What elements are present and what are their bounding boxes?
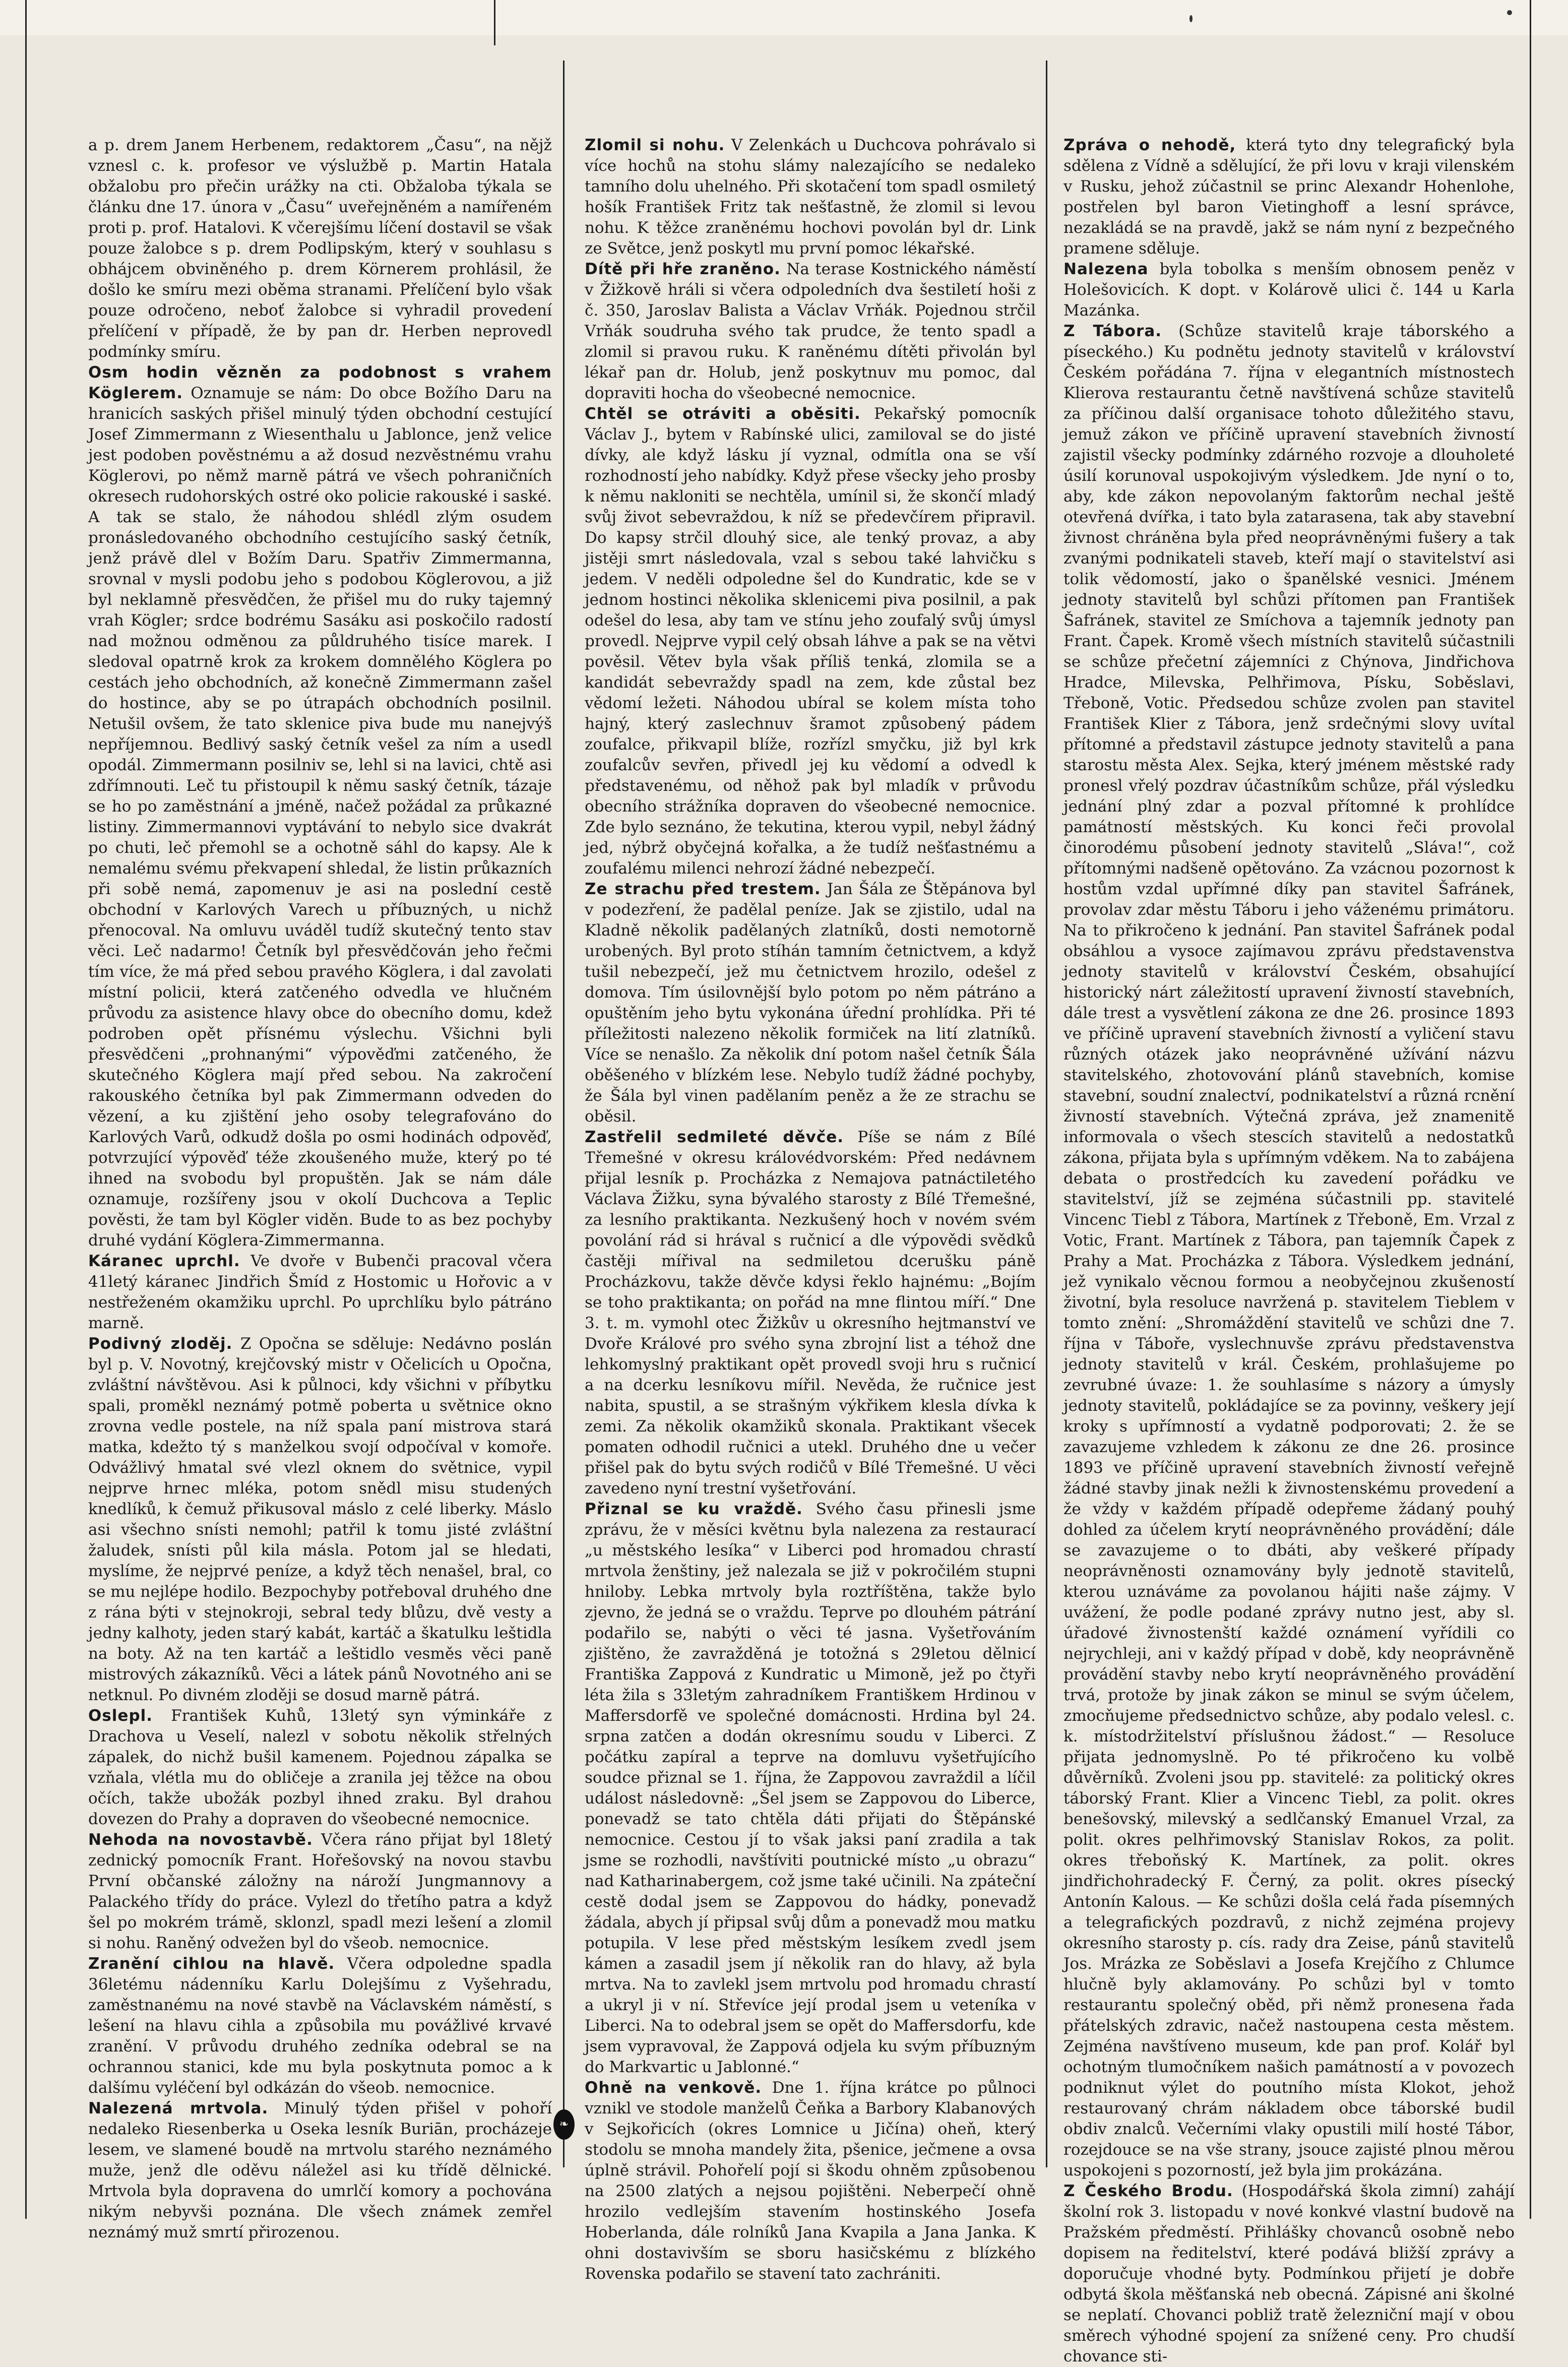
news-headline: Z Tábora. xyxy=(1063,322,1162,340)
left-edge-rule xyxy=(25,0,27,2219)
news-headline: Zlomil si nohu. xyxy=(585,136,725,154)
news-paragraph xyxy=(88,1334,552,1706)
news-body-text: která tyto dny telegrafický byla sdělena z Vídně a sdělující, že při lovu v kraji vilenském v Rusku, jehož zúčastnil se princ Alexandr Hohenlohe, postřelen byl baron Vietinghoff a lesní správce, nezakládá se na pravdě, jakž se nám nyní z bezpečného pramene sděluje. xyxy=(1063,136,1515,258)
news-headline: Z Českého Brodu. xyxy=(1063,2182,1233,2200)
news-paragraph xyxy=(88,135,552,362)
news-headline: Osm hodin vězněn za podobnost s vrahem Köglerem. xyxy=(88,363,552,402)
news-paragraph xyxy=(88,1830,552,1954)
news-body-text: (Schůze stavitelů kraje táborského a píseckého.) Ku podnětu jednoty stavitelů v království Českém pořádána 7. října v elegantních místnostech Klierova restaurantu četně navštívená schůze stavitelů za příčinou další organisace tohoto důležitého stavu, jemuž zákon ve příčině upravení stavebních živností zajistil všecky podmínky zdárného rozvoje a dlouholeté úsilí korunoval uspokojivým výsledkem. Jde nyní o to, aby, kde zákon nepovolaným faktorům nechal ještě otevřená dvířka, i tato byla zatarasena, tak aby stavební živnost chráněna byla před neoprávněnými fušery a tak zvanými podnikateli staveb, kteří mají o stavitelství asi tolik vědomostí, jako o španělské vesnici. Jménem jednoty stavitelů byl schůzi přítomen pan František Šafránek, stavitel ze Smíchova a tajemník jednoty pan Frant. Čapek. Kromě všech místních stavitelů súčastnili se schůze přečetní zájemníci z Chýnova, Jindřichova Hradce, Milevska, Pelhřimova, Písku, Soběslavi, Třeboně, Votic. Předsedou schůze zvolen pan stavitel František Klier z Tábora, jenž srdečnými slovy uvítal přítomné a představil zástupce jednoty stavitelů a pana starostu města Alex. Sejka, který jménem městské rady pronesl vřelý pozdrav účastníkům schůze, přál výsledku jednání plný zdar a pozval přítomné k prohlídce památností městských. Ku konci řeči provolal činorodému působení jednoty stavitelů „Sláva!“, což přítomnými nadšeně opětováno. Za vzácnou pozornost k hostům vzdal upřímné díky pan stavitel Šafránek, provolav zdar městu Táboru i jeho váženému primátoru. Na to přikročeno k jednání. Pan stavitel Šafránek podal obsáhlou a vysoce zajímavou zprávu představenstva jednoty stavitelů v království Českém, obsahující historický nárt záležitostí upravení živností stavebních, dále trest a vysvětlení zákona ze dne 26. prosince 1893 ve příčině upravení stavebních živností a vyličení stavu různých otázek jako neoprávněné užívání názvu stavitelského, zhotovování plánů stavebních, komise stavební, soudní znalectví, podnikatelství a různá rcnění živností stavebních. Výtečná zpráva, jež znamenitě informovala o všech stescích stavitelů a nedostatků zákona, přijata byla s upřímným vděkem. Na to zabájena debata o prostředcích ku zavedení pořádku ve stavitelství, jíž se zejména súčastnili pp. stavitelé Vincenc Tiebl z Tábora, Martínek z Třeboně, Em. Vrzal z Votic, Frant. Martínek z Tábora, pan tajemník Čapek z Prahy a Mat. Procházka z Tábora. Výsledkem jednání, jež vynikalo věcnou formou a neobyčejnou zkušeností životní, byla resoluce navržená p. stavitelem Tieblem v tomto znění: „Shromáždění stavitelů ve schůzi dne 7. října v Táboře, vyslechnuvše zprávu představenstva jednoty stavitelů v král. Českém, prohlašujeme po zevrubné úvaze: 1. že souhlasíme s názory a úmysly jednoty stavitelů, pokládajíce se za povinny, veškery její kroky s upřímností a vydatně podporovati; 2. že se zavazujeme vzhledem k zákonu ze dne 26. prosince 1893 ve příčině upravení stavebních živností veřejně žádné stavby jinak nežli k živnostenskému provedení a že vždy v každém případě odepřeme žádaný pouhý dohled za účelem krytí neoprávněného provádění; dále se zavazujeme o to dbáti, aby veškeré případy neoprávněnosti oznamovány byly jednotě stavitelů, kterou uznáváme za povolanou hájiti naše zájmy. V uvážení, že podle podané zprávy nutno jest, aby sl. úřadové živnostenští každé oznámení vyřídili co nejrychleji, ani v každý případ v době, kdy neoprávněně provádění stavby nebo krytí neoprávněného provádění trvá, protože by jinak zákon se minul se svým účelem, zmocňujeme předsednictvo schůze, aby podalo velesl. c. k. místodržitelství příslušnou žádost.“ — Resoluce přijata jednomyslně. Po té přikročeno ku volbě důvěrníků. Zvoleni jsou pp. stavitelé: za politický okres táborský Frant. Klier a Vincenc Tiebl, za polit. okres benešovský, milevský a sedlčanský Emanuel Vrzal, za polit. okres pelhřimovský Stanislav Rokos, za polit. okres třeboňský K. Martínek, za polit. okres jindřichohradecký F. Černý, za polit. okres písecký Antonín Kalous. — Ke schůzi došla celá řada písemných a telegrafických pozdravů, z nichž zejména projevy okresního starosty p. cís. rady dra Zeise, pánů stavitelů Jos. Mrázka ze Soběslavi a Josefa Krejčího z Chlumce hlučně byly aklamovány. Po schůzi byl v tomto restaurantu společný oběd, při němž pronesena řada přátelských zdravic, načež nastoupena cesta městem. Zejména navštíveno museum, kde pan prof. Kolář byl ochotným tlumočníkem našich památností a v povozech podniknut výlet do poutního místa Klokot, jehož restaurovaný chrám nákladem obce táborské budil obdiv znalců. Večerními vlaky opustili milí hosté Tábor, rozejdouce se na vše strany, jsouce zajisté plnou měrou uspokojeni s pozorností, jež byla jim prokázána. xyxy=(1063,322,1515,2179)
news-paragraph xyxy=(1063,2181,1515,2367)
news-body-text: (Hospodářská škola zimní) zahájí školní rok 3. listopadu v nové konkvé vlastní budově na Pražském předměstí. Přihlášky chovanců osobně nebo dopisem na ředitelství, které podává bližší zprávy a doporučuje vhodné byty. Podmínkou přijetí je dobře odbytá škola měšťanská neb obecná. Zápisné ani školné se neplatí. Chovanci pobliž tratě železniční mají v obou směrech výhodné spojení za snížené ceny. Pro chudší chovance sti- xyxy=(1063,2182,1515,2365)
news-paragraph xyxy=(585,1499,1036,2078)
news-body-text: Ve dvoře v Bubenči pracoval včera 41letý káranec Jindřich Šmíd z Hostomic u Hořovic a v nestřeženém okamžiku uprchl. Po uprchlíku bylo pátráno marně. xyxy=(88,1252,552,1332)
news-paragraph xyxy=(88,1706,552,1830)
column-divider-1 xyxy=(563,60,565,2167)
news-headline: Ohně na venkově. xyxy=(585,2079,762,2097)
news-headline: Nalezena xyxy=(1063,260,1149,278)
news-paragraph xyxy=(585,135,1036,259)
news-headline: Chtěl se otráviti a oběsiti. xyxy=(585,405,861,423)
news-body-text: Jan Šála ze Štěpánova byl v podezření, že padělal peníze. Jak se zjistilo, udal na Kladně několik padělaných zlatníků, dosti nemotorně urobených. Byl proto stíhán tamním četnictvem, a když tušil nebezpečí, jež mu četnictvem hrozilo, odešel z domova. Tím úsilovnější bylo potom po něm pátráno a opuštěním jeho bytu vykonána úřední prohlídka. Při té příležitosti nalezeno několik formiček na lití zlatníků. Více se nenašlo. Za několik dní potom našel četník Šála oběšeného v blízkém lese. Nebylo tudíž žádné pochyby, že Šála byl vinen padělaním peněz a že ze strachu se oběsil. xyxy=(585,880,1036,1126)
news-paragraph xyxy=(88,1954,552,2098)
page-top-margin xyxy=(0,0,1568,35)
news-column-2 xyxy=(585,135,1036,2283)
news-column-3 xyxy=(1063,135,1515,2365)
news-headline: Nalezená mrtvola. xyxy=(88,2099,269,2117)
news-paragraph xyxy=(585,879,1036,1127)
right-edge-rule xyxy=(1530,0,1531,2219)
page-ornament-icon: ❧ xyxy=(553,2109,575,2140)
news-headline: Ze strachu před trestem. xyxy=(585,880,821,898)
news-body-text: Oznamuje se nám: Do obce Božího Daru na hranicích saských přišel minulý týden obchodní cestující Josef Zimmermann z Wiesenthalu u Jablonce, jenž velice jest podoben pověstnému a až dosud nezvěstnému vrahu Köglerovi, po němž marně pátrá ve všech pohraničních okresech rudohorských ostré oko policie rakouské i saské. A tak se stalo, že náhodou shlédl zlým osudem pronásledovaného obchodního cestujícího saský četník, jenž právě dlel v Božím Daru. Spatřiv Zimmermanna, srovnal v mysli podobu jeho s podobou Köglerovou, a již byl neklamně přesvědčen, že přišel mu do ruky tajemný vrah Kögler; srdce bodrému Sasáku asi poskočilo radostí nad možnou odměnou za půldruhého tisíce marek. I sledoval opatrně krok za krokem domnělého Köglera po cestách jeho obchodních, až konečně Zimmermann zašel do hostince, aby se po útrapách obchodních posilnil. Netušil ovšem, že tato sklenice piva bude mu nanejvýš nepříjemnou. Bedlivý saský četník vešel za ním a usedl opodál. Zimmermann posilniv se, lehl si na lavici, chtě asi zdřímnouti. Leč tu přistoupil k němu saský četník, tázaje se ho po zaměstnání a jméně, načež požádal za průkazné listiny. Zimmermannovi vyptávání to nebylo sice dvakrát po chuti, leč přemohl se a ochotně sáhl do kapsy. Ale k nemalému svému překvapení shledal, že listin průkazních při sobě nemá, zapomenuv je asi na poslední cestě obchodní v Karlových Varech u příbuzných, u nichž přenocoval. Na omluvu uváděl tudíž skutečný tento stav věci. Leč nadarmo! Četník byl přesvědčován jeho řečmi tím více, že má před sebou pravého Köglera, i dal zavolati místní policii, která zatčeného odvedla ve hlučném průvodu za asistence hlavy obce do obecního domu, kdež podroben opět přísnému výslechu. Všichni byli přesvědčeni „prohnanými“ výpověďmi zatčeného, že skutečného Köglera mají před sebou. Na zakročení rakouského četníka byl pak Zimmermann odveden do vězení, a ku zjištění jeho osoby telegrafováno do Karlových Varů, odkudž došla po osmi hodinách odpověď, potvrzující výpověď téže zkoušeného muže, který po té ihned na svobodu byl propuštěn. Jak se nám dále oznamuje, rozšířeny jsou v okolí Duchcova a Teplic pověsti, že tam byl Kögler viděn. Bude to as bez pochyby druhé vydání Köglera-Zimmermanna. xyxy=(88,384,552,1250)
news-body-text: Minulý týden přišel v pohoří nedaleko Riesenberka u Oseka lesník Buriān, procházeje lesem, ve slamené boudě na mrtvolu starého neznámého muže, jenž dle oděvu náležel asi ku třídě dělnické. Mrtvola byla dopravena do umrlčí komory a pochována nikým nebyvši poznána. Dle všech známek zemřel neznámý muž smrtí přirozenou. xyxy=(88,2099,552,2241)
news-body-text: byla tobolka s menším obnosem peněz v Holešovicích. K dopt. v Kolárově ulici č. 144 u Karla Mazánka. xyxy=(1063,260,1515,320)
news-body-text: Včera ráno přijat byl 18letý zednický pomocník Frant. Hořešovský na novou stavbu První občanské záložny na nároží Jungmannovy a Palackého třídy do práce. Vylezl do třetího patra a když šel po mokrém trámě, sklonzl, spadl mezi lešení a zlomil si nohu. Raněný odvežen byl do všeob. nemocnice. xyxy=(88,1831,552,1952)
news-body-text: V Zelenkách u Duchcova pohrávalo si více hochů na stohu slámy nalezajícího se nedaleko tamního dolu uhelného. Při skotačení tom spadl osmiletý hošík František Fritz tak nešťastně, že zlomil si levou nohu. K těžce zraněnému hochovi povolán byl dr. Link ze Světce, jenž poskytl mu první pomoc lékařské. xyxy=(585,136,1036,258)
news-headline: Přiznal se ku vraždě. xyxy=(585,1500,803,1518)
news-paragraph xyxy=(1063,321,1515,2181)
news-body-text: Dne 1. října krátce po půlnoci vznikl ve stodole manželů Čeňka a Barbory Klabanových v Sejkořicích (okres Lomnice u Jičína) oheň, který stodolu se mnoha mandely žita, pšenice, ječmene a ovsa úplně strávil. Pohořelí pojí si škodu ohněm způsobenou na 2500 zlatých a nejsou pojištěni. Neberpečí ohně hrozilo vedlejším stavením hostinského Josefa Hoberlanda, dále rolníků Jana Kvapila a Jana Janka. K ohni dostavivším se sboru hasičskému z blízkého Rovenska podařilo se stavení tato zachrániti. xyxy=(585,2079,1036,2283)
news-body-text: Píše se nám z Bílé Třemešné v okresu královédvorském: Před nedávnem přijal lesník p. Procházka z Nemajova patnáctiletého Václava Žižku, syna bývalého starosty z Bílé Třemešné, za lesního praktikanta. Nezkušený hoch v novém svém povolání rád si hrával s ručnicí a dle výpovědi svědků častěji mířival na sedmiletou dcerušku páně Procházkovu, takže děvče kdysi řeklo hajnému: „Bojím se toho praktikanta; on pořád na mne flintou míří.“ Dne 3. t. m. vymohl otec Žižkův u okresního hejtmanství ve Dvoře Králové pro svého syna zbrojní list a téhož dne lehkomyslný praktikant opět provedl svoji hru s ručnicí a na dcerku lesníkovu mířil. Nevěda, že ručnice jest nabita, spustil, a se strašným výkřikem klesla dívka k zemi. Za několik okamžiků skonala. Praktikant všecek pomaten odhodil ručnici a utekl. Druhého dne u večer přišel pak do bytu svých rodičů v Bílé Třemešné. U věci zavedeno nyní trestní vyšetřování. xyxy=(585,1128,1036,1498)
news-paragraph xyxy=(585,259,1036,404)
news-paragraph xyxy=(585,1127,1036,1499)
news-body-text: a p. drem Janem Herbenem, redaktorem „Času“, na nějž vznesl c. k. profesor ve výslužbě p. Martin Hatala obžalobu pro přečin urážky na cti. Obžaloba týkala se článku dne 17. února v „Času“ uveřejněném a namířeném proti p. prof. Hatalovi. K včerejšímu líčení dostavil se však pouze žalobce s p. drem Podlipským, který v souhlasu s obhájcem obviněného p. drem Körnerem prohlásil, že došlo ke smíru mezi oběma stranami. Přelíčení bylo však pouze odročeno, neboť žalobce si vyhradil provedení přelíčení v případě, že by pan dr. Herben neprovedl podmínky smíru. xyxy=(88,136,552,361)
news-paragraph xyxy=(88,362,552,1251)
news-headline: Zpráva o nehodě, xyxy=(1063,136,1236,154)
news-paragraph xyxy=(585,404,1036,879)
news-headline: Podivný zloděj. xyxy=(88,1335,233,1353)
news-body-text: František Kuhů, 13letý syn výminkáře z Drachova u Veselí, nalezl v sobotu několik střelných zápalek, do nichž bušil kamenem. Pojednou zápalka se vzňala, vlétla mu do obličeje a zranila jej těžce na obou očích, takže ubožák pozbyl ihned zraku. Byl drahou dovezen do Prahy a dopraven do všeobecné nemocnice. xyxy=(88,1707,552,1828)
news-body-text: Z Opočna se sděluje: Nedávno poslán byl p. V. Novotný, krejčovský mistr v Očelicích u Opočna, zvláštní návštěvou. Asi k půlnoci, kdy všichni v příbytku spali, proměkl neznámý potmě poberta u světnice okno zrovna vedle postele, na níž spala paní mistrova stará matka, kdežto tý s manželkou svojí odpočíval v komoře. Odvážlivý hmatal své vlezl oknem do světnice, vypil nejprve hrnec mléka, potom snědl misu studených knedlíků, k čemuž přikusoval máslo z celé liberky. Máslo asi všechno snísti nemohl; patřil k tomu jisté zvláštní žaludek, snísti půl kila másla. Potom jal se hledati, myslíme, že nejprvé peníze, a když těch nenašel, bral, co se mu nejlépe hodilo. Bezpochyby potřeboval druhého dne z rána býti v stejnokroji, sebral tedy blůzu, dvě vesty a jedny kalhoty, jeden starý kabát, kartáč a škatulku leštidla na boty. Až na ten kartáč a leštidlo vesměs věci paně mistrových zákazníků. Věci a látek pánů Novotného ani se netknul. Po divném zloději se dosud marně pátrá. xyxy=(88,1335,552,1704)
news-paragraph xyxy=(1063,135,1515,259)
news-headline: Zastřelil sedmileté děvče. xyxy=(585,1128,844,1146)
news-paragraph xyxy=(1063,259,1515,321)
news-paragraph xyxy=(585,2078,1036,2284)
news-body-text: Pekařský pomocník Václav J., bytem v Rabínské ulici, zamiloval se do jisté dívky, ale když lásku jí vyznal, odmítla ona se vší rozhodností jeho nabídky. Když přese všecky jeho prosby k němu nakloniti se nechtěla, umínil si, že skončí mladý svůj život sebevraždou, k níž se předevčírem připravil. Do kapsy strčil dlouhý sice, ale tenký provaz, a aby jistěji smrt následovala, vzal s sebou také lahvičku s jedem. V neděli odpoledne šel do Kundratic, kde se v jednom hostinci několika sklenicemi piva posilnil, a pak odešel do lesa, aby tam ve stínu jeho zoufalý svůj úmysl provedl. Nejprve vypil celý obsah láhve a pak se na větvi pověsil. Větev byla však příliš tenká, zlomila se a kandidát sebevraždy spadl na zem, kde zůstal bez vědomí ležeti. Náhodou ubíral se kolem místa toho hajný, který zaslechnuv šramot způsobený pádem zoufalce, přikvapil blíže, rozřízl smyčku, již byl krk zoufalcův sevřen, přivedl jej ku vědomí a odvedl k představenému, od něhož pak byl mladík v průvodu obecního strážníka dopraven do všeobecné nemocnice. Zde bylo seznáno, že tekutina, kterou vypil, nebyl žádný jed, nýbrž obyčejná kořalka, a že tudíž nešťastnému a zoufalému milenci nehrozí žádné nebezpečí. xyxy=(585,405,1036,878)
news-headline: Oslepl. xyxy=(88,1707,153,1725)
news-headline: Nehoda na novostavbě. xyxy=(88,1831,313,1849)
news-paragraph xyxy=(88,1251,552,1334)
news-headline: Káranec uprchl. xyxy=(88,1252,240,1270)
news-body-text: Včera odpoledne spadla 36letému nádenníku Karlu Dolejšímu z Vyšehradu, zaměstnanému na nové stavbě na Václavském náměstí, s lešení na hlavu cihla a způsobila mu povážlivé krvavé zranění. V průvodu druhého zedníka odebral se na ochrannou stanici, kde mu byla poskytnuta pomoc a k dalšímu vyléčení byl odkázán do všeob. nemocnice. xyxy=(88,1955,552,2097)
column-divider-2 xyxy=(1046,60,1047,2167)
news-column-1 xyxy=(88,135,552,2241)
news-body-text: Svého času přinesli jsme zprávu, že v měsíci květnu byla nalezena za restaurací „u městského lesíka“ v Liberci pod hromadou chrastí mrtvola ženštiny, jež nalezala se již v pokročilém stupni hniloby. Lebka mrtvoly byla roztříštěna, takže bylo zjevno, že jedná se o vraždu. Teprve po dlouhém pátrání podařilo se, nabýti o věci té jasna. Vyšetřováním zjištěno, že zavražděná je totožná s 29letou dělnicí Františka Zappová z Kundratic u Mimoně, jež po čtyři léta žila s 33letým zahradníkem Františkem Hrdinou v Maffersdorfě ve společné domácnosti. Hrdina byl 24. srpna zatčen a dodán okresnímu soudu v Liberci. Z počátku zapíral a teprve na domluvu vyšetřujícího soudce přiznal se 1. října, že Zappovou zavraždil a líčil událost následovně: „Šel jsem se Zappovou do Liberce, ponevadž se tato chtěla dáti přijati do Štěpánské nemocnice. Cestou jí to však jaksi paní zradila a tak jsme se rozhodli, navštíviti poutnické místo „u obrazu“ nad Katharinabergem, což jsme také učinili. Na zpáteční cestě dodal jsem se Zappovou do hádky, ponevadž žádala, abych jí připsal svůj dům a ponevadž mou matku potupila. V lese před městským lesíkem zvedl jsem kámen a zasadil jsem jí několik ran do hlavy, až byla mrtva. Na to zavlekl jsem mrtvolu pod hromadu chrastí a ukryl ji v ní. Střevíce její prodal jsem u veteníka v Liberci. Na to odebral jsem se opět do Maffersdorfu, kde jsem vypravoval, že Zappová odjela ku svým příbuzným do Markvartic u Jablonné.“ xyxy=(585,1500,1036,2076)
fold-mark xyxy=(494,0,495,45)
print-speck xyxy=(1189,15,1193,22)
print-speck xyxy=(1507,10,1512,15)
news-body-text: Na terase Kostnického náměstí v Žižkově hráli si včera odpoledních dva šestiletí hoši z č. 350, Jaroslav Balista a Václav Vrňák. Pojednou strčil Vrňák soudruha svého tak prudce, že tento spadl a zlomil si pravou ruku. K raněnému dítěti přivolán byl lékař pan dr. Holub, jenž poskytnuv mu pomoc, dal dopraviti hocha do všeobecné nemocnice. xyxy=(585,260,1036,402)
news-paragraph xyxy=(88,2098,552,2243)
news-headline: Dítě při hře zraněno. xyxy=(585,260,781,278)
news-headline: Zranění cihlou na hlavě. xyxy=(88,1955,335,1973)
